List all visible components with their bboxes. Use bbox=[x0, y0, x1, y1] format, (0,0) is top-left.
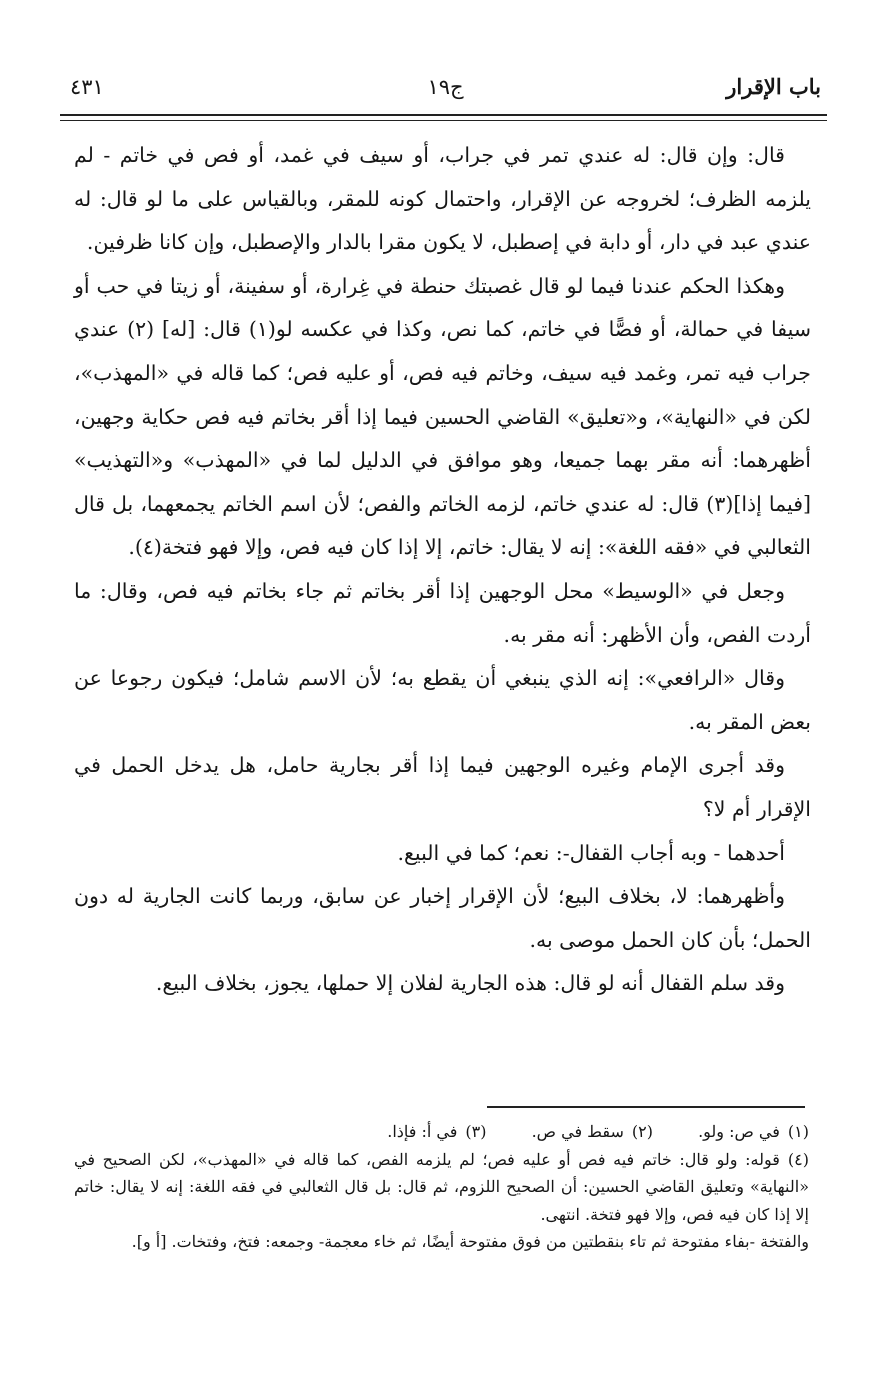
paragraph-4: وقال «الرافعي»: إنه الذي ينبغي أن يقطع به؛ لأن الاسم شامل؛ فيكون رجوعا عن بعض المقر به. bbox=[74, 666, 811, 734]
header-rule-thin bbox=[60, 120, 827, 121]
page-number: ٤٣١ bbox=[70, 75, 104, 99]
paragraph-7: وأظهرهما: لا، بخلاف البيع؛ لأن الإقرار إخبار عن سابق، وربما كانت الجارية له دون الحمل؛ بأن كان الحمل موصى به. bbox=[74, 884, 811, 952]
footnote-2 bbox=[532, 1122, 653, 1141]
header-rule bbox=[60, 114, 827, 116]
footnote-4 bbox=[74, 1146, 809, 1229]
volume-label: ج١٩ bbox=[427, 75, 464, 99]
paragraph-1: قال: وإن قال: له عندي تمر في جراب، أو سيف في غمد، أو فص في خاتم - لم يلزمه الظرف؛ لخروجه عن الإقرار، واحتمال كونه للمقر، وبالقياس على ما لو قال: له عندي عبد في دار، أو دابة في إصطبل، لا يكون مقرا بالدار والإصطبل، وإن كانا ظرفين. bbox=[74, 143, 811, 255]
footnote-2-number: (٢) bbox=[631, 1122, 653, 1141]
main-text bbox=[74, 134, 811, 1006]
paragraph-8: وقد سلم القفال أنه لو قال: هذه الجارية لفلان إلا حملها، يجوز، بخلاف البيع. bbox=[155, 971, 785, 996]
footnote-4-number: (٤) bbox=[787, 1149, 809, 1169]
footnote-3 bbox=[387, 1122, 486, 1141]
paragraph-3: وجعل في «الوسيط» محل الوجهين إذا أقر بخاتم ثم جاء بخاتم فيه فص، وقال: ما أردت الفص، وأن الأظهر: أنه مقر به. bbox=[74, 578, 811, 647]
running-header bbox=[70, 66, 821, 108]
footnote-4-continuation: والفتخة -بفاء مفتوحة ثم تاء بنقطتين من فوق مفتوحة أيضًا، ثم خاء معجمة- وجمعه: فتخ، وفتخات. [أ و]. bbox=[131, 1232, 809, 1251]
footnote-separator bbox=[487, 1106, 805, 1108]
paragraph-6: أحدهما - وبه أجاب القفال-: نعم؛ كما في البيع. bbox=[397, 840, 785, 865]
footnote-3-text: في أ: فإذا. bbox=[387, 1122, 458, 1141]
footnote-1-number: (١) bbox=[787, 1122, 809, 1141]
footnote-4-text: قوله: ولو قال: خاتم فيه فص أو عليه فص؛ لم يلزمه الفص، كما قاله في «المهذب»، لكن الصحيح في «النهاية» وتعليق القاضي الحسين: أن الصحيح اللزوم، ثم قال: بل قال الثعالبي في فقه اللغة: إنه لا يقال: خاتم إلا إذا كان فيه فص، وإلا فهو فتخة. انتهى. bbox=[74, 1149, 809, 1224]
footnote-2-text: سقط في ص. bbox=[531, 1122, 624, 1141]
footnotes bbox=[74, 1118, 809, 1256]
footnote-1-text: في ص: ولو. bbox=[698, 1122, 780, 1141]
footnote-1 bbox=[698, 1122, 809, 1141]
footnote-3-number: (٣) bbox=[465, 1122, 487, 1141]
paragraph-5: وقد أجرى الإمام وغيره الوجهين فيما إذا أقر بجارية حامل، هل يدخل الحمل في الإقرار أم لا؟ bbox=[74, 753, 811, 821]
chapter-title: باب الإقرار bbox=[726, 74, 821, 99]
footnote-row-short bbox=[74, 1118, 809, 1146]
paragraph-2: وهكذا الحكم عندنا فيما لو قال غصبتك حنطة في غِرارة، أو سفينة، أو زيتا في حب أو سيفا في حمالة، أو فصًّا في خاتم، كما نص، وكذا في عكسه لو(١) قال: [له] (٢) عندي جراب فيه تمر، وغمد فيه سيف، وخاتم فيه فص، أو عليه فص؛ كما قاله في «المهذب»، لكن في «النهاية»، و«تعليق» القاضي الحسين فيما إذا أقر بخاتم فيه فص حكاية وجهين، أظهرهما: أنه مقر بهما جميعا، وهو موافق في الدليل لما في «المهذب» و«التهذيب» [فيما إذا](٣) قال: له عندي خاتم، لزمه الخاتم والفص؛ لأن اسم الخاتم يجمعهما، بل قال الثعالبي في «فقه اللغة»: إنه لا يقال: خاتم، إلا إذا كان فيه فص، وإلا فهو فتخة(٤). bbox=[74, 273, 811, 560]
